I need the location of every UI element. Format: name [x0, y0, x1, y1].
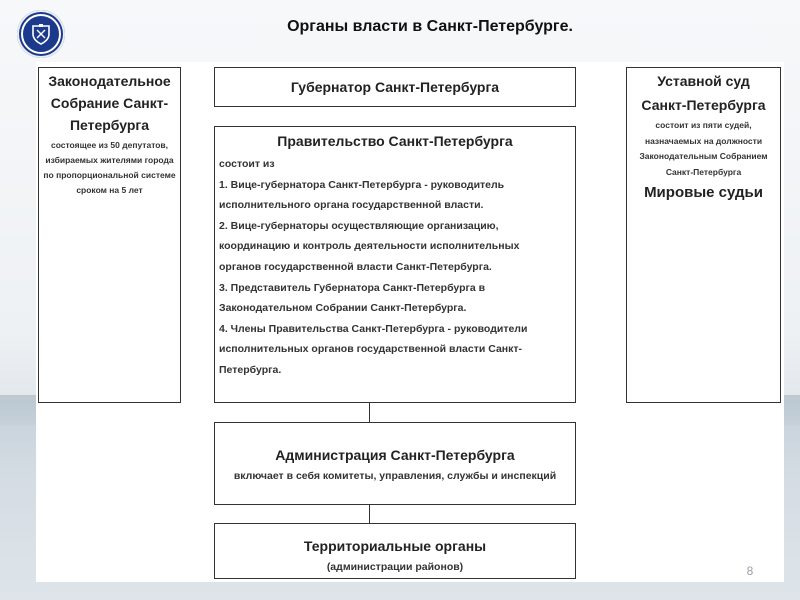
government-line: 2. Вице-губернаторы осуществляющие организацию, — [219, 219, 499, 232]
legislature-heading — [39, 70, 180, 136]
government-line: состоит из — [219, 158, 275, 170]
government-heading: Правительство Санкт-Петербурга — [277, 133, 513, 149]
legislature-desc-line: избираемых жителями города — [45, 155, 174, 165]
administration-heading: Администрация Санкт-Петербурга — [275, 447, 515, 463]
government-line: 1. Вице-губернатора Санкт-Петербурга - руководитель — [219, 178, 505, 191]
governor-box — [214, 67, 576, 107]
territorial-description: (администрации районов) — [326, 561, 464, 573]
government-line: Законодательном Собрании Санкт-Петербурга. — [219, 302, 467, 315]
legislature-desc-line: по пропорциональной системе — [43, 170, 176, 180]
charter-court-desc-line: Санкт-Петербурга — [665, 166, 742, 177]
legislature-box — [38, 67, 181, 403]
legislature-heading-line: Собрание Санкт- — [50, 95, 169, 111]
government-box — [214, 126, 576, 403]
charter-court-heading-line: Уставной суд — [657, 73, 750, 89]
administration-description: включает в себя комитеты, управления, службы и инспекций — [233, 470, 557, 482]
government-line: исполнительного органа государственной власти. — [219, 199, 484, 212]
emblem-ring — [21, 14, 61, 54]
charter-court-heading-line: Санкт-Петербурга — [641, 97, 766, 113]
government-line: исполнительных органов государственной власти Санкт- — [219, 343, 523, 356]
charter-court-description — [627, 118, 780, 180]
page-number: 8 — [746, 564, 754, 578]
governor-heading: Губернатор Санкт-Петербурга — [290, 79, 500, 95]
magistrates-label: Мировые судьи — [644, 184, 763, 201]
legislature-desc-line: сроком на 5 лет — [76, 185, 143, 195]
territorial-box — [214, 523, 576, 579]
government-line: 3. Представитель Губернатора Санкт-Петербурга в — [219, 281, 486, 294]
slide-title: Органы власти в Санкт-Петербурге. — [287, 18, 573, 35]
government-line: Петербурга. — [219, 363, 282, 376]
legislature-heading-line: Законодательное — [48, 73, 171, 89]
charter-court-desc-line: состоит из пяти судей, — [655, 120, 752, 130]
government-members-list — [215, 154, 575, 381]
legislature-desc-line: состоящее из 50 депутатов, — [50, 140, 169, 150]
shield-icon — [30, 23, 52, 45]
charter-court-heading — [627, 69, 780, 117]
charter-court-desc-line: Законодательным Собранием — [639, 151, 768, 161]
coat-of-arms-icon — [17, 10, 65, 58]
government-line: органов государственной власти Санкт-Петербурга. — [219, 260, 492, 273]
legislature-description — [39, 138, 180, 198]
charter-court-desc-line: назначаемых на должности — [644, 135, 763, 146]
connector-line — [369, 505, 370, 523]
territorial-heading: Территориальные органы — [303, 538, 487, 554]
government-line: координацию и контроль деятельности исполнительных — [219, 240, 520, 253]
connector-line — [369, 403, 370, 422]
government-line: 4. Члены Правительства Санкт-Петербурга - руководители — [219, 322, 528, 335]
charter-court-box — [626, 67, 781, 403]
legislature-heading-line: Петербурга — [69, 117, 150, 133]
administration-box — [214, 422, 576, 505]
